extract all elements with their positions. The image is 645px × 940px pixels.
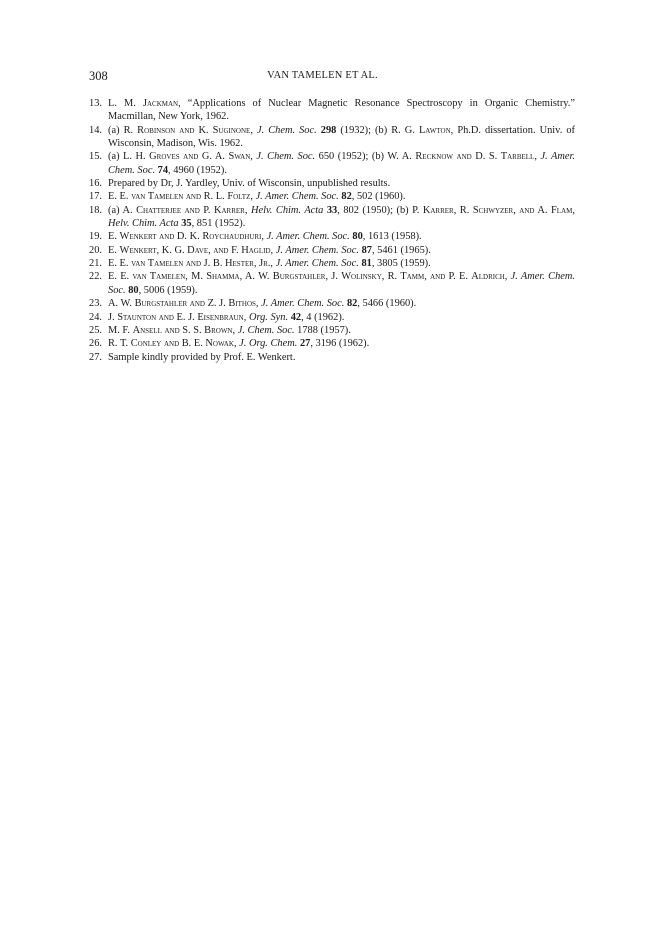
reference-item <box>89 337 575 350</box>
reference-item <box>89 204 575 231</box>
reference-text <box>108 352 295 363</box>
reference-text <box>108 205 575 229</box>
reference-text-run: (a) R. <box>108 124 138 136</box>
reference-text-run: Haglid <box>241 244 271 256</box>
reference-text-run: E. J. <box>173 311 198 323</box>
reference-text-run: J. Amer. Chem. Soc. <box>266 231 350 243</box>
reference-text-run: Wolinsky <box>341 271 382 283</box>
reference-text-run: Helv. Chim. Acta <box>250 204 324 216</box>
reference-text-run: Hester, Jr. <box>225 258 271 270</box>
reference-text-run: J. Amer. Chem. Soc. <box>108 271 575 296</box>
reference-text-run: Recknow and <box>415 151 472 163</box>
reference-text-run: Chatterjee and <box>136 204 200 216</box>
reference-text-run: J. Amer. Chem. Soc. <box>255 191 339 203</box>
reference-text-run: , 4 (1962). <box>301 311 345 323</box>
reference-text-run: J. Chem. Soc. <box>237 324 295 336</box>
reference-text-run: Burgstahler <box>272 271 326 283</box>
reference-number: 13. <box>89 98 102 109</box>
reference-text-run: F. <box>228 244 242 256</box>
reference-text-run: , <box>261 231 267 243</box>
reference-text-run: Burgstahler and <box>134 298 205 310</box>
reference-number: 21. <box>89 258 102 270</box>
reference-text-run: , <box>572 204 575 216</box>
reference-text-run: , R. <box>453 204 473 216</box>
reference-text <box>108 338 369 349</box>
reference-text <box>108 191 405 202</box>
reference-text-run: 298 <box>320 124 337 136</box>
reference-text-run: Staunton and <box>117 311 174 323</box>
reference-text-run: B. E. <box>179 338 206 350</box>
reference-text-run: Wenkert <box>119 244 157 256</box>
reference-text-run: 81 <box>361 258 372 270</box>
reference-item <box>89 257 575 270</box>
reference-text-run: J. Amer. Chem. Soc. <box>108 151 575 176</box>
reference-text-run: , 4960 (1952). <box>168 164 227 176</box>
reference-text-run: Suginone <box>212 124 251 136</box>
reference-text-run: 82 <box>346 298 358 310</box>
reference-text-run: 1788 (1957). <box>294 324 351 336</box>
reference-text <box>108 298 416 309</box>
reference-text-run: , <box>270 244 276 256</box>
reference-text-run: Conley and <box>130 338 180 350</box>
reference-number: 17. <box>89 191 102 203</box>
reference-text-run: , J. <box>325 271 342 283</box>
reference-text-run: E. E. <box>108 191 132 203</box>
reference-text-run: , <box>233 338 240 350</box>
reference-text-run: L. M. <box>108 98 143 109</box>
reference-text-run: Jackman <box>142 98 179 109</box>
reference-text <box>108 258 431 269</box>
reference-text-run: , 851 (1952). <box>191 218 246 230</box>
reference-text <box>108 178 390 189</box>
reference-text-run: S. S. <box>179 324 205 336</box>
reference-text-run: Eisenbraun <box>197 311 244 323</box>
reference-text-run: Flam <box>551 204 573 216</box>
reference-text-run: , <box>243 311 249 323</box>
reference-text-run: 35 <box>181 218 192 230</box>
reference-text-run: (a) A. <box>108 204 137 216</box>
reference-text-run: 80 <box>128 284 139 296</box>
reference-item <box>89 244 575 257</box>
reference-text-run: (1932); (b) R. G. <box>336 124 419 136</box>
reference-text-run: Z. J. <box>204 298 229 310</box>
reference-text-run: , 5466 (1960). <box>357 298 417 310</box>
reference-text-run: J. Amer. Chem. Soc. <box>261 298 345 310</box>
reference-text-run: Tarbell <box>500 151 535 163</box>
reference-item <box>89 351 575 364</box>
reference-number: 18. <box>89 204 102 216</box>
running-head: VAN TAMELEN ET AL. <box>267 70 378 81</box>
reference-text-run: , <box>250 151 257 163</box>
reference-number: 15. <box>89 151 102 163</box>
reference-text <box>108 98 575 122</box>
reference-text-run: , 5006 (1959). <box>138 284 198 296</box>
reference-item <box>89 97 575 124</box>
reference-text-run: Swan <box>228 151 251 163</box>
reference-number: 23. <box>89 298 102 310</box>
reference-text-run: , 3805 (1959). <box>371 258 431 270</box>
reference-item <box>89 124 575 151</box>
reference-text-run: 27 <box>299 338 311 350</box>
reference-text-run: , <box>232 324 238 336</box>
reference-text-run: J. Chem. Soc. <box>256 124 317 136</box>
reference-text-run: Helv. Chim. Acta <box>108 218 179 230</box>
reference-text-run: P. <box>199 204 214 216</box>
reference-text-run: , K. G. <box>156 244 188 256</box>
reference-text-run: , <box>504 271 511 283</box>
reference-text-run: E. <box>108 231 120 243</box>
page-number: 308 <box>89 69 108 83</box>
reference-text <box>108 271 575 295</box>
reference-text-run: G. A. <box>198 151 229 163</box>
reference-text-run: , 5461 (1965). <box>371 244 431 256</box>
reference-list <box>89 97 575 364</box>
reference-text-run: , <box>534 151 541 163</box>
reference-text <box>108 125 575 149</box>
reference-text <box>108 325 351 336</box>
reference-number: 22. <box>89 271 102 283</box>
reference-text <box>108 245 431 256</box>
reference-text-run: J. <box>108 311 118 323</box>
reference-item <box>89 150 575 177</box>
reference-text-run: , <box>270 258 276 270</box>
reference-number: 19. <box>89 231 102 243</box>
reference-text-run: K. <box>194 124 213 136</box>
reference-text-run: , A. W. <box>239 271 273 283</box>
reference-text-run: J. B. <box>201 258 226 270</box>
reference-number: 20. <box>89 244 102 256</box>
reference-text-run: Robinson and <box>137 124 195 136</box>
reference-text-run: , 3196 (1962). <box>310 338 370 350</box>
reference-text-run: Sample kindly provided by Prof. E. Wenkert. <box>108 351 296 363</box>
reference-text-run: E. E. <box>108 258 132 270</box>
reference-text-run: , R. <box>381 271 401 283</box>
reference-text-run: J. Org. Chem. <box>239 338 298 350</box>
reference-text-run: Shamma <box>206 271 240 283</box>
reference-text-run: 82 <box>341 191 352 203</box>
reference-text-run: , Ph.D. dissertation. Univ. of Wisconsin, Madison, Wis. 1962. <box>108 124 575 150</box>
reference-item <box>89 177 575 190</box>
reference-text-run: M. F. <box>108 324 133 336</box>
reference-text-run: 33 <box>326 204 338 216</box>
reference-text-run: , <box>244 204 251 216</box>
reference-text <box>108 151 575 175</box>
reference-text-run: A. W. <box>108 298 135 310</box>
reference-text-run: D. S. <box>471 151 501 163</box>
reference-item <box>89 190 575 203</box>
reference-text-run: 650 (1952); (b) W. A. <box>315 151 416 163</box>
reference-text-run: E. <box>108 244 120 256</box>
reference-text-run: J. Chem. Soc. <box>256 151 316 163</box>
reference-text-run: R. T. <box>108 338 131 350</box>
reference-text-run: , 802 (1950); (b) P. <box>337 204 423 216</box>
reference-text-run: Brown <box>204 324 233 336</box>
reference-number: 16. <box>89 178 102 190</box>
reference-text-run: Lawton <box>418 124 451 136</box>
reference-item <box>89 324 575 337</box>
reference-number: 24. <box>89 311 102 323</box>
reference-text-run: , “Applications of Nuclear Magnetic Resonance Spectroscopy in Organic Chemistry.” Macmillan, New York, 1962. <box>108 98 576 123</box>
reference-text-run: (a) L. H. <box>108 151 150 163</box>
reference-text-run: E. E. <box>108 271 133 283</box>
reference-number: 14. <box>89 124 102 136</box>
reference-text-run: 87 <box>361 244 372 256</box>
reference-text-run: Prepared by Dr, J. Yardley, Univ. of Wisconsin, unpublished results. <box>108 178 391 190</box>
reference-text-run: Roychaudhuri <box>202 231 262 243</box>
reference-text-run: Nowak <box>205 338 234 350</box>
reference-text-run: van Tamelen and <box>131 191 202 203</box>
reference-text-run: van Tamelen and <box>131 258 202 270</box>
reference-text-run: Tamm, and <box>400 271 446 283</box>
reference-text-run: Karrer <box>214 204 245 216</box>
reference-text-run: Foltz <box>227 191 251 203</box>
reference-text-run: 80 <box>352 231 363 243</box>
reference-item <box>89 270 575 297</box>
reference-item <box>89 230 575 243</box>
reference-text-run: 74 <box>157 164 169 176</box>
reference-text-run: van Tamelen <box>132 271 186 283</box>
reference-text <box>108 231 422 242</box>
reference-text-run: J. Amer. Chem. Soc. <box>275 244 359 256</box>
reference-text-run: A. <box>534 204 552 216</box>
reference-text-run: Schwyzer, and <box>472 204 535 216</box>
reference-text-run: Karrer <box>422 204 454 216</box>
reference-number: 25. <box>89 324 102 336</box>
reference-text-run: J. Amer. Chem. Soc. <box>275 258 359 270</box>
reference-text-run: P. E. <box>445 271 472 283</box>
reference-item <box>89 297 575 310</box>
reference-text-run: Ansell and <box>132 324 180 336</box>
reference-text-run: , <box>250 191 256 203</box>
reference-text-run: , 502 (1960). <box>351 191 406 203</box>
reference-number: 27. <box>89 351 102 363</box>
reference-text-run: , <box>255 298 262 310</box>
reference-text-run: R. L. <box>201 191 228 203</box>
reference-item <box>89 311 575 324</box>
reference-text-run: Wenkert and <box>119 231 175 243</box>
reference-text-run: Aldrich <box>471 271 505 283</box>
reference-text-run: , 1613 (1958). <box>362 231 422 243</box>
reference-number: 26. <box>89 338 102 350</box>
reference-text <box>108 312 344 323</box>
reference-text-run: 42 <box>290 311 302 323</box>
reference-text-run: Dave, and <box>187 244 229 256</box>
reference-text-run: D. K. <box>174 231 203 243</box>
reference-text-run: , <box>250 124 257 136</box>
reference-text-run: Groves and <box>149 151 199 163</box>
reference-text-run: Org. Syn. <box>248 311 289 323</box>
reference-text-run: , M. <box>185 271 207 283</box>
reference-text-run: Bithos <box>228 298 256 310</box>
